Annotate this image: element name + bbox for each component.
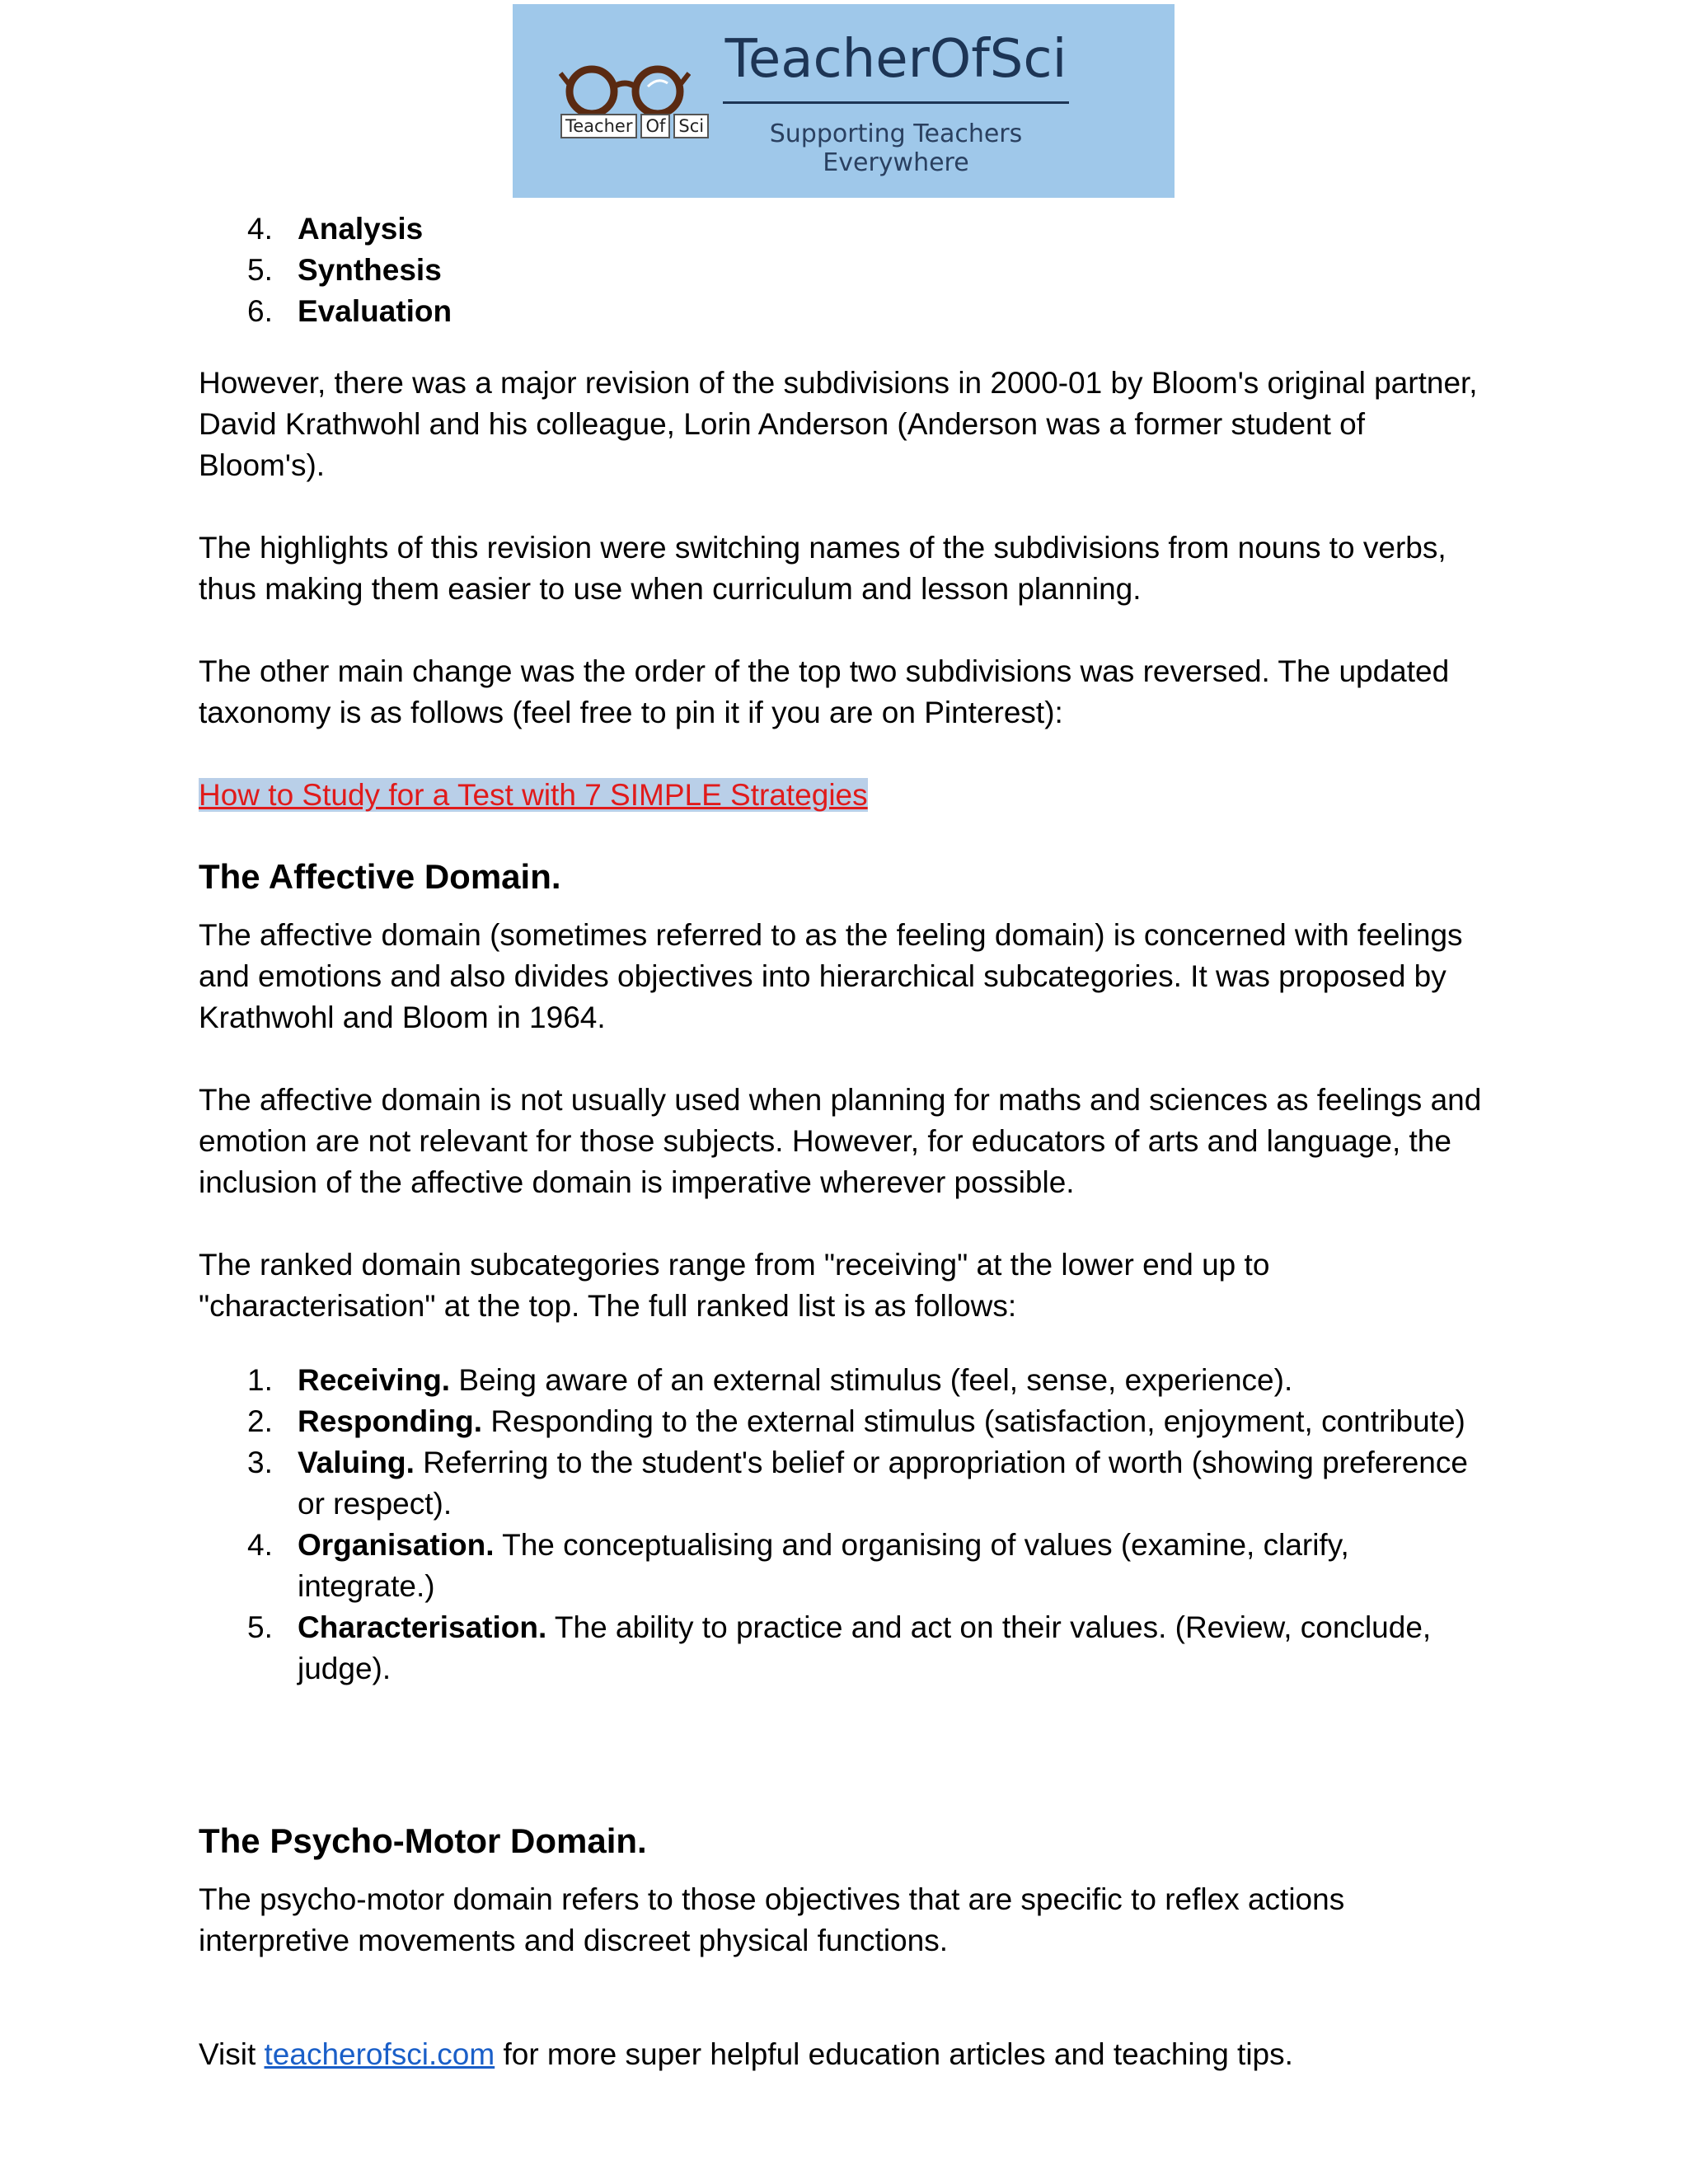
study-link-row (199, 775, 1484, 816)
list-item: 4. Organisation. The conceptualising and organising of values (examine, clarify, integrate.) (247, 1528, 1349, 1603)
list-item: 4. Analysis (247, 212, 424, 246)
paragraph-revision: However, there was a major revision of the subdivisions in 2000-01 by Bloom's original partner, David Krathwohl and his colleague, Lorin Anderson (Anderson was a former student of Bloom's). (199, 366, 1478, 482)
brand-tagline: Supporting Teachers Everywhere (769, 120, 1023, 177)
affective-ranked-list (199, 1360, 1484, 1690)
list-item: 5. Synthesis (247, 253, 442, 287)
glasses-icon (559, 62, 691, 120)
psycho-motor-heading: The Psycho-Motor Domain. (199, 1821, 647, 1860)
logo-tag-sci: Sci (673, 114, 709, 138)
affective-paragraph-1: The affective domain (sometimes referred to as the feeling domain) is concerned with feelings and emotions and also divides objectives into hierarchical subcategories. It was proposed by Krathwohl and Bloom in 1964. (199, 918, 1463, 1034)
brand-name: TeacherOfSci (724, 29, 1067, 90)
logo-tag-of: Of (640, 114, 670, 138)
list-item: 6. Evaluation (247, 294, 452, 328)
logo-tags (560, 114, 709, 138)
teacherofsci-link[interactable]: teacherofsci.com (264, 2037, 495, 2071)
paragraph-main-change: The other main change was the order of the top two subdivisions was reversed. The updated taxonomy is as follows (feel free to pin it if you are on Pinterest): (199, 654, 1450, 729)
list-item: 5. Characterisation. The ability to practice and act on their values. (Review, conclude, judge). (247, 1610, 1432, 1685)
logo-tag-teacher: Teacher (560, 114, 637, 138)
psycho-motor-paragraph: The psycho-motor domain refers to those objectives that are specific to reflex actions interpretive movements and discreet physical functions. (199, 1882, 1345, 1957)
paragraph-highlights: The highlights of this revision were switching names of the subdivisions from nouns to verbs, thus making them easier to use when curriculum and lesson planning. (199, 531, 1447, 606)
affective-paragraph-2: The affective domain is not usually used when planning for maths and sciences as feelings and emotion are not relevant for those subjects. However, for educators of arts and language, the inclusion of the affective domain is imperative wherever possible. (199, 1083, 1482, 1199)
cognitive-list-continued (199, 209, 452, 332)
list-item: 1. Receiving. Being aware of an external stimulus (feel, sense, experience). (247, 1363, 1293, 1397)
brand-divider (723, 101, 1069, 104)
list-item: 2. Responding. Responding to the external stimulus (satisfaction, enjoyment, contribute) (247, 1404, 1465, 1438)
site-banner (513, 4, 1175, 198)
affective-heading: The Affective Domain. (199, 857, 561, 896)
study-strategies-link[interactable]: How to Study for a Test with 7 SIMPLE Strategies (199, 778, 868, 812)
list-item: 3. Valuing. Referring to the student's belief or appropriation of worth (showing preference or respect). (247, 1446, 1468, 1521)
footer-visit-line: Visit teacherofsci.com for more super helpful education articles and teaching tips. (199, 2037, 1293, 2071)
affective-paragraph-3: The ranked domain subcategories range from "receiving" at the lower end up to "characterisation" at the top. The full ranked list is as follows: (199, 1248, 1270, 1323)
